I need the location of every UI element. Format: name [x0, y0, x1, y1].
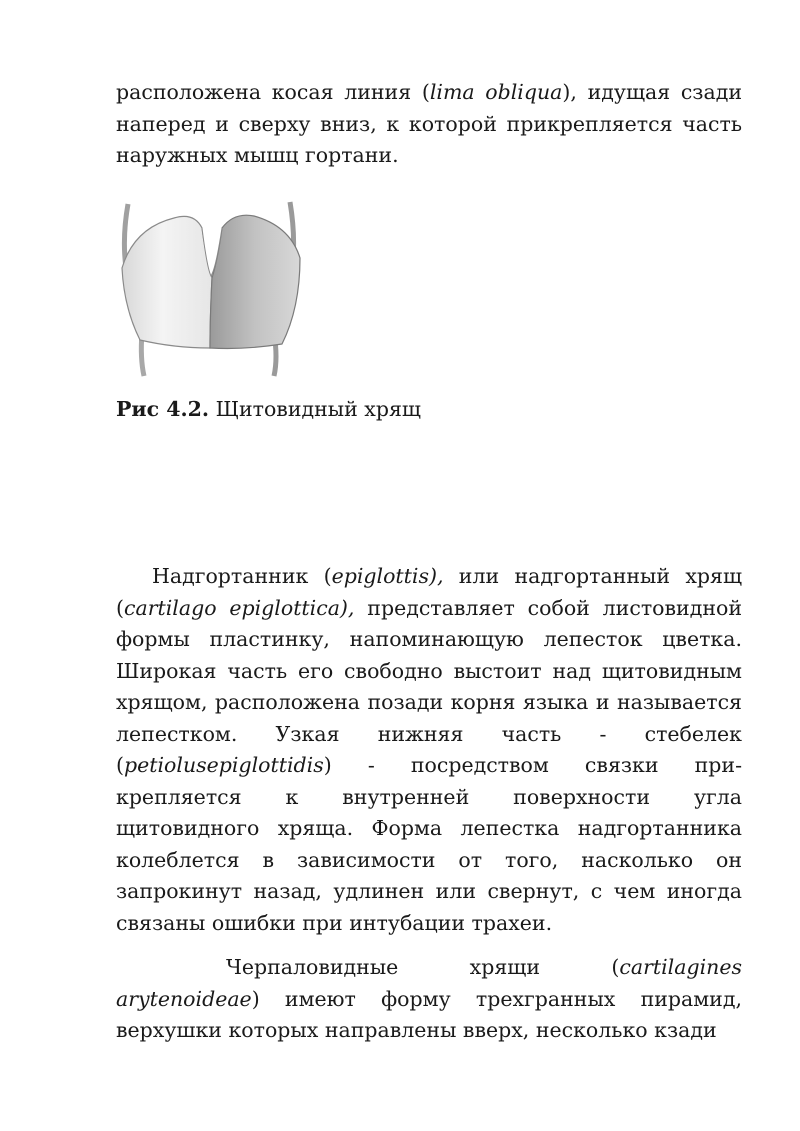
figure-caption	[116, 394, 421, 424]
thyroid-cartilage-illustration	[114, 198, 306, 378]
text-segment: Надгортанник (	[152, 564, 332, 588]
top-line-1	[116, 77, 742, 109]
text-segment: ), идущая сзади	[562, 80, 742, 104]
arytenoid-paragraph	[116, 952, 742, 1047]
top-line-2: наперед и сверху вниз, к которой прикрепляется часть	[116, 111, 742, 136]
latin-term: epiglottis),	[331, 564, 444, 588]
text-segment: ) имеют форму трехгранных пирамид, верхушки которых направлены вверх, несколько кзади	[116, 986, 742, 1042]
latin-term: cartilagines arytenoideae	[116, 955, 742, 1011]
caption-label: Рис 4.2.	[116, 397, 210, 421]
latin-term: petiolusepiglottidis	[124, 753, 324, 777]
text-segment: или надгортанный хрящ (	[116, 564, 742, 620]
text-segment: ) - посредством связки при-крепляется к внутренней поверхности угла щитовидного хряща. Форма лепестка надгортанника колеблется в зависимости от того, насколько он запрокинут назад, удлинен или свернут, с чем иногда связаны ошибки при интубации трахеи.	[116, 753, 742, 935]
top-line-3: наружных мышц гортани.	[116, 143, 399, 167]
text-segment: представляет собой листовидной формы пластинку, напоминающую лепесток цветка. Широкая часть его свободно выстоит над щитовидным хрящом, расположена позади корня языка и называется лепестком. Узкая нижняя часть - стебелек (	[116, 595, 742, 777]
top-paragraph	[116, 77, 742, 172]
epiglottis-paragraph	[116, 561, 742, 939]
text-segment: Черпаловидные хрящи (	[226, 955, 620, 979]
caption-text: Щитовидный хрящ	[209, 397, 421, 421]
text-segment: расположена косая линия (	[116, 80, 430, 104]
latin-term: lima obliqua	[429, 80, 563, 104]
latin-term: cartilago epiglottica),	[124, 595, 355, 620]
